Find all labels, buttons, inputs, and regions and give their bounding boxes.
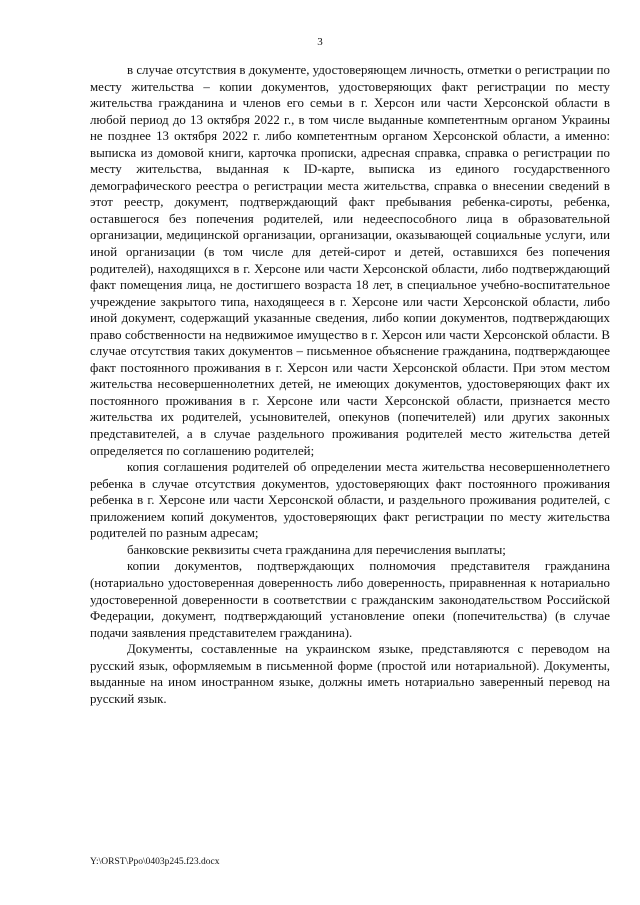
paragraph-residence-documents: в случае отсутствия в документе, удостоверяющем личность, отметки о регистрации по месту жительства – копии документов, удостоверяющих факт регистрации по месту жительства гражданина и членов его семьи в г. Херсон или части Херсонской области в любой период до 13 октября 2022 г., в том числе выданные компетентным органом Украины не позднее 13 октября 2022 г. либо компетентным органом Херсонской области, а именно: выписка из домовой книги, карточка прописки, адресная справка, справка о регистрации по месту жительства, выданная к ID-карте, выписка из единого государственного демографического реестра о регистрации места жительства, справка о внесении сведений в этот реестр, документ, подтверждающий факт пребывания ребенка-сироты, ребенка, оставшегося без попечения родителей, или недееспособного лица в образовательной организации, медицинской организации, организации, оказывающей социальные услуги, или иной организации (в том числе для детей-сирот и детей, оставшихся без попечения родителей), находящихся в г. Херсоне или части Херсонской области, либо подтверждающий факт помещения лица, не достигшего возраста 18 лет, в специальное учебно-воспитательное учреждение закрытого типа, находящееся в г. Херсоне или части Херсонской области, либо иной документ, содержащий указанные сведения, либо копии документов, подтверждающих право собственности на недвижимое имущество в г. Херсон или части Херсонской области. В случае отсутствия таких документов – письменное объяснение гражданина, подтверждающее факт постоянного проживания в г. Херсон или части Херсонской области. При этом местом жительства несовершеннолетних детей, не имеющих документов, удостоверяющих факт их постоянного проживания в г. Херсоне или части Херсонской области, признается место жительства их родителей, усыновителей, опекунов (попечителей) или других законных представителей, а в случае раздельного проживания родителей место жительства детей определяется по соглашению родителей;: [90, 63, 610, 458]
paragraph-bank-details: банковские реквизиты счета гражданина для перечисления выплаты;: [127, 542, 506, 557]
page-number: 3: [317, 36, 323, 48]
paragraph-parents-agreement: копия соглашения родителей об определении места жительства несовершеннолетнего ребенка в случае отсутствия документов, удостоверяющих факт постоянного проживания ребенка в г. Херсоне или части Херсонской области, и раздельного проживания родителей, с приложением копий документов, удостоверяющих факт регистрации по месту жительства родителей по разным адресам;: [90, 460, 610, 541]
footer-file-path: Y:\ORST\Ppo\0403p245.f23.docx: [90, 857, 220, 867]
paragraph-representative-authority: копии документов, подтверждающих полномочия представителя гражданина (нотариально удостоверенная доверенность либо доверенность, приравненная к нотариально удостоверенной доверенности в соответствии с гражданским законодательством Российской Федерации, документ, подтверждающий установление опеки (попечительства) (в случае подачи заявления представителем гражданина).: [90, 559, 610, 640]
document-body: [90, 62, 610, 707]
paragraph-translation-requirements: Документы, составленные на украинском языке, представляются с переводом на русский язык, оформляемым в письменной форме (простой или нотариальной). Документы, выданные на ином иностранном языке, должны иметь нотариально заверенный перевод на русский язык.: [90, 642, 610, 706]
